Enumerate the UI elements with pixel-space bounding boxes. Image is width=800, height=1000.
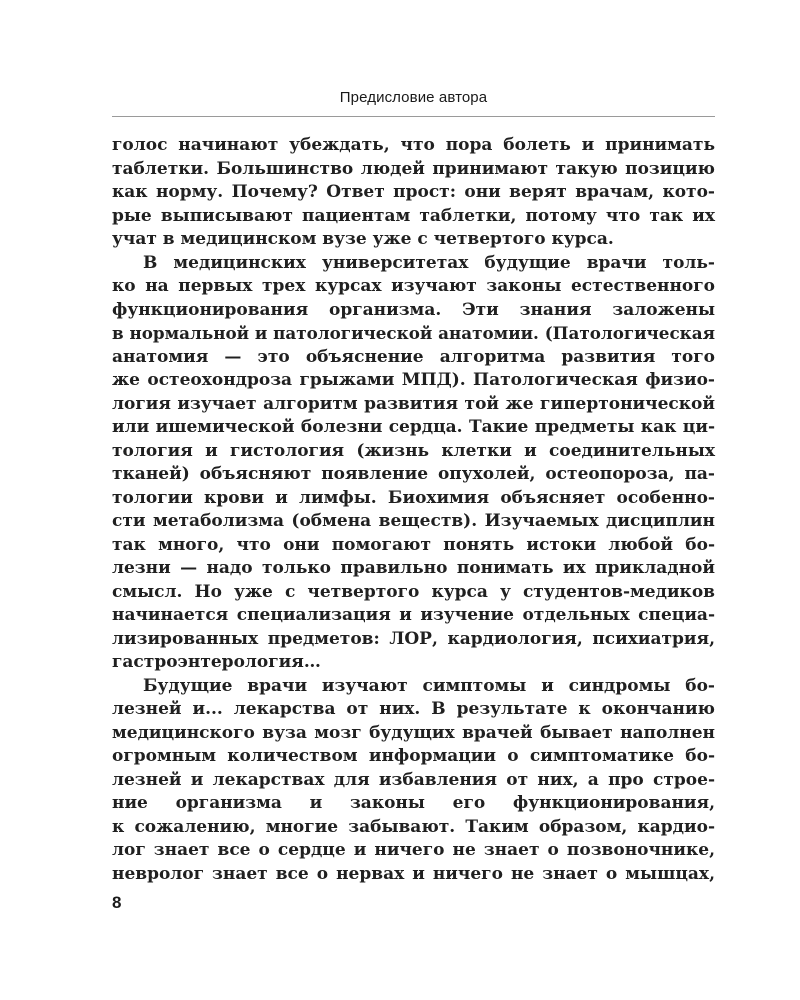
text-line: в нормальной и патологической анатомии. (Патологическая	[112, 323, 715, 343]
text-line: анатомия — это объяснение алгоритма развития того	[112, 346, 715, 367]
page-number: 8	[112, 893, 122, 912]
text-line: или ишемической болезни сердца. Такие предметы как ци-	[112, 417, 715, 437]
text-line: В медицинских университетах будущие врачи толь-	[143, 252, 715, 273]
paragraph-3	[112, 675, 715, 887]
text-line: лизированных предметов: ЛОР, кардиология, психиатрия,	[112, 628, 715, 649]
text-line: голос начинают убеждать, что пора болеть и принимать	[112, 135, 715, 155]
text-line: тологии крови и лимфы. Биохимия объясняет особенно-	[112, 487, 715, 508]
text-line: ние организма и законы его функционирования,	[112, 793, 715, 813]
text-line: лезней и лекарствах для избавления от них, а про строе-	[112, 769, 715, 790]
text-line: тканей) объясняют появление опухолей, остеопороза, па-	[112, 464, 715, 484]
text-line: как норму. Почему? Ответ прост: они верят врачам, кото-	[112, 182, 715, 202]
text-line: логия изучает алгоритм развития той же гипертонической	[112, 393, 715, 414]
text-line: рые выписывают пациентам таблетки, потому что так их	[112, 205, 715, 226]
running-header: Предисловие автора	[339, 89, 488, 106]
paragraph-2	[112, 252, 715, 675]
body-text	[112, 134, 715, 886]
text-line: лезни — надо только правильно понимать их прикладной	[112, 558, 715, 578]
text-line: к сожалению, многие забывают. Таким образом, кардио-	[112, 816, 715, 837]
text-line: таблетки. Большинство людей принимают такую позицию	[112, 158, 715, 179]
header-divider	[112, 116, 715, 117]
text-line: лог знает все о сердце и ничего не знает о позвоночнике,	[112, 840, 715, 860]
text-line: функционирования организма. Эти знания заложены	[112, 299, 715, 320]
text-line: смысл. Но уже с четвертого курса у студентов-медиков	[112, 581, 715, 602]
text-line: начинается специализация и изучение отдельных специа-	[112, 605, 715, 625]
text-line: же остеохондроза грыжами МПД). Патологическая физио-	[112, 370, 715, 390]
text-line: лезней и... лекарства от них. В результате к окончанию	[112, 699, 715, 719]
text-line: учат в медицинском вузе уже с четвертого курса.	[112, 229, 614, 249]
text-line: невролог знает все о нервах и ничего не знает о мышцах,	[112, 863, 715, 884]
paragraph-1	[112, 134, 715, 252]
text-line: тология и гистология (жизнь клетки и соединительных	[112, 440, 715, 461]
text-line: огромным количеством информации о симптоматике бо-	[112, 746, 715, 766]
text-line: медицинского вуза мозг будущих врачей бывает наполнен	[112, 722, 715, 743]
text-line: так много, что они помогают понять истоки любой бо-	[112, 534, 715, 555]
text-line: ко на первых трех курсах изучают законы естественного	[112, 276, 715, 296]
text-line: гастроэнтерология…	[112, 652, 321, 672]
text-line: Будущие врачи изучают симптомы и синдромы бо-	[143, 675, 715, 696]
text-line: сти метаболизма (обмена веществ). Изучаемых дисциплин	[112, 511, 715, 531]
